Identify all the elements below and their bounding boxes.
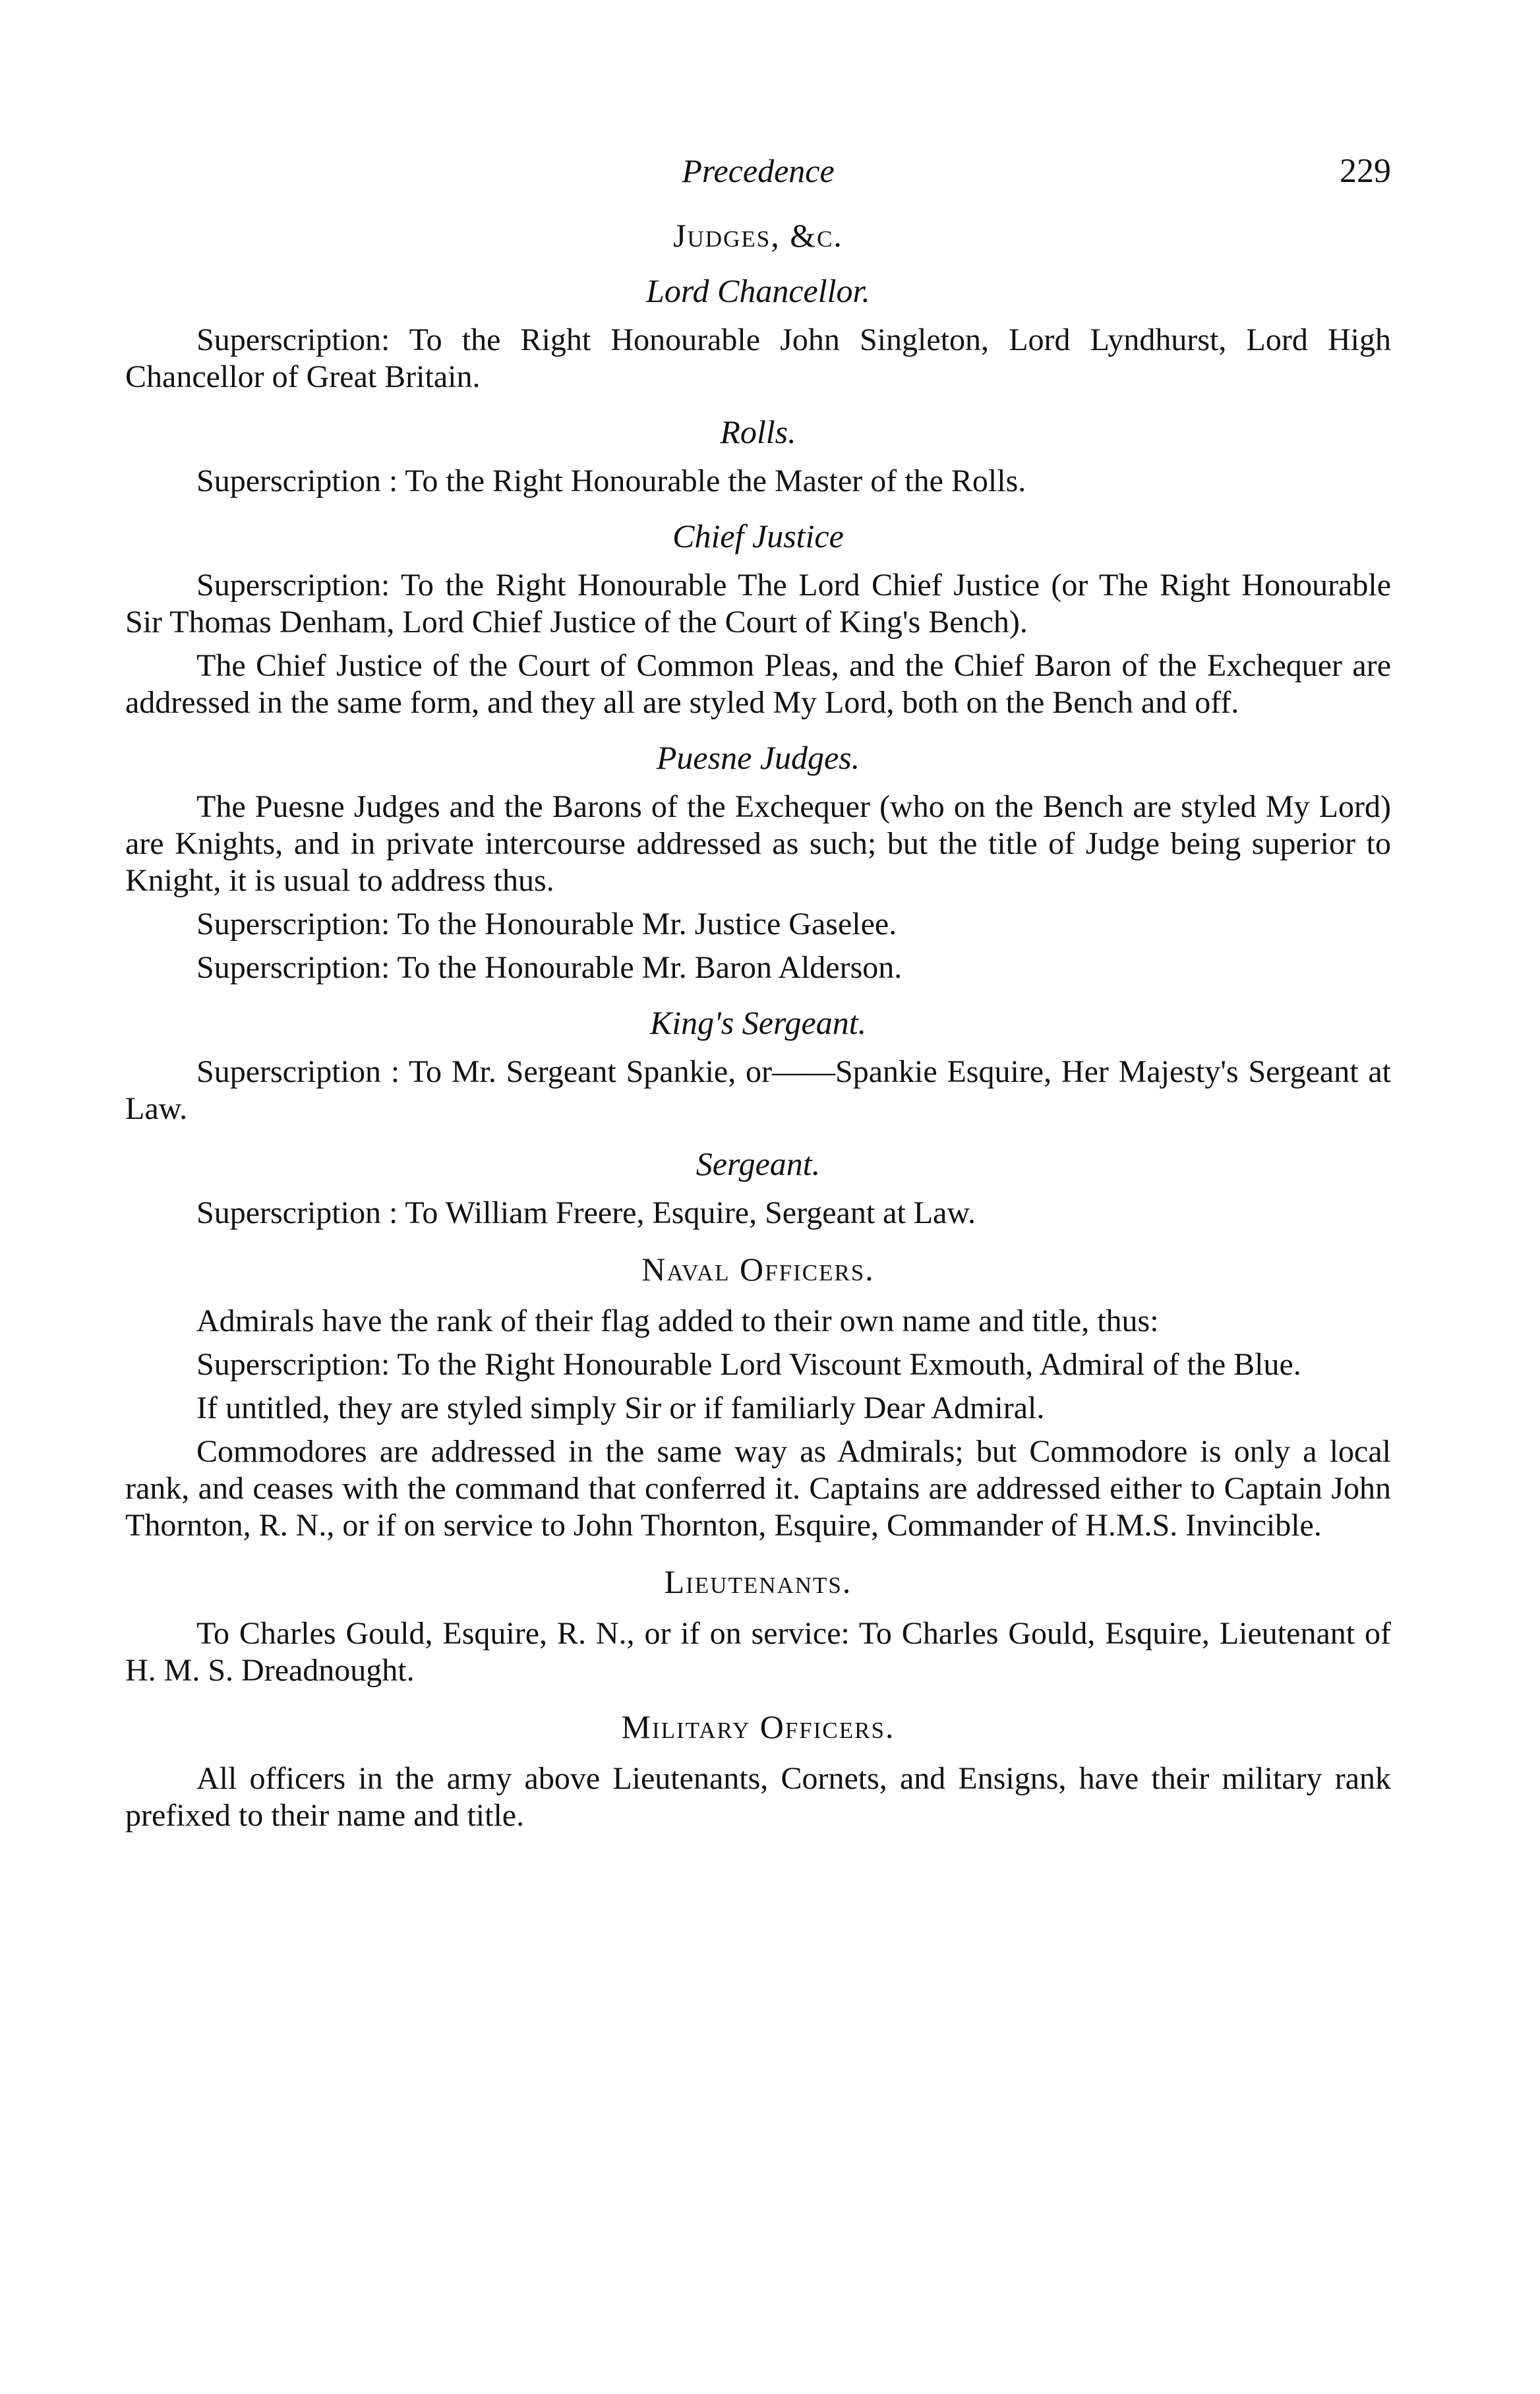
book-page (125, 125, 1391, 1841)
paragraph: If untitled, they are styled simply Sir or if familiarly Dear Admiral. (196, 1391, 1045, 1425)
subheading-chief-justice: Chief Justice (672, 518, 844, 554)
section-heading-judges: Judges, &c. (673, 217, 843, 254)
running-title: Precedence (682, 152, 835, 189)
paragraph: Admirals have the rank of their flag added to their own name and title, thus: (196, 1303, 1159, 1338)
paragraph: All officers in the army above Lieutenants, Cornets, and Ensigns, have their military rank prefixed to their name and title. (125, 1761, 1391, 1833)
paragraph: The Chief Justice of the Court of Common Pleas, and the Chief Baron of the Exchequer are addressed in the same form, and they all are styled My Lord, both on the Bench and off. (125, 648, 1391, 720)
paragraph: Superscription : To William Freere, Esquire, Sergeant at Law. (196, 1195, 976, 1230)
page-number: 229 (1340, 152, 1391, 190)
running-head (125, 125, 1391, 198)
subheading-kings-sergeant: King's Sergeant. (649, 1004, 867, 1041)
subheading-puesne-judges: Puesne Judges. (656, 739, 860, 776)
subheading-sergeant: Sergeant. (696, 1145, 821, 1182)
paragraph: Superscription : To Mr. Sergeant Spankie, or——Spankie Esquire, Her Majesty's Sergeant at Law. (125, 1054, 1391, 1126)
paragraph: Superscription: To the Honourable Mr. Baron Alderson. (196, 950, 903, 985)
section-heading-military-officers: Military Officers. (621, 1708, 895, 1745)
paragraph: To Charles Gould, Esquire, R. N., or if on service: To Charles Gould, Esquire, Lieutenant of H. M. S. Dreadnought. (125, 1616, 1391, 1688)
paragraph: The Puesne Judges and the Barons of the Exchequer (who on the Bench are styled My Lord) are Knights, and in private intercourse addressed as such; but the title of Judge being superior to Knight, it is usual to address thus. (125, 789, 1391, 898)
paragraph: Superscription : To the Right Honourable the Master of the Rolls. (196, 464, 1026, 498)
paragraph: Superscription: To the Right Honourable The Lord Chief Justice (or The Right Honourable Sir Thomas Denham, Lord Chief Justice of the Court of King's Bench). (125, 568, 1391, 640)
section-heading-naval-officers: Naval Officers. (641, 1251, 875, 1288)
paragraph: Superscription: To the Right Honourable John Singleton, Lord Lyndhurst, Lord High Chancellor of Great Britain. (125, 322, 1391, 394)
paragraph: Superscription: To the Right Honourable Lord Viscount Exmouth, Admiral of the Blue. (196, 1347, 1301, 1382)
subheading-lord-chancellor: Lord Chancellor. (646, 272, 870, 309)
section-heading-lieutenants: Lieutenants. (664, 1563, 852, 1600)
paragraph: Commodores are addressed in the same way as Admirals; but Commodore is only a local rank, and ceases with the command that conferred it. Captains are addressed either to Captain John Thornton, R. N., or if on service to John Thornton, Esquire, Commander of H.M.S. Invincible. (125, 1434, 1391, 1543)
subheading-rolls: Rolls. (720, 413, 796, 450)
paragraph: Superscription: To the Honourable Mr. Justice Gaselee. (196, 907, 897, 942)
